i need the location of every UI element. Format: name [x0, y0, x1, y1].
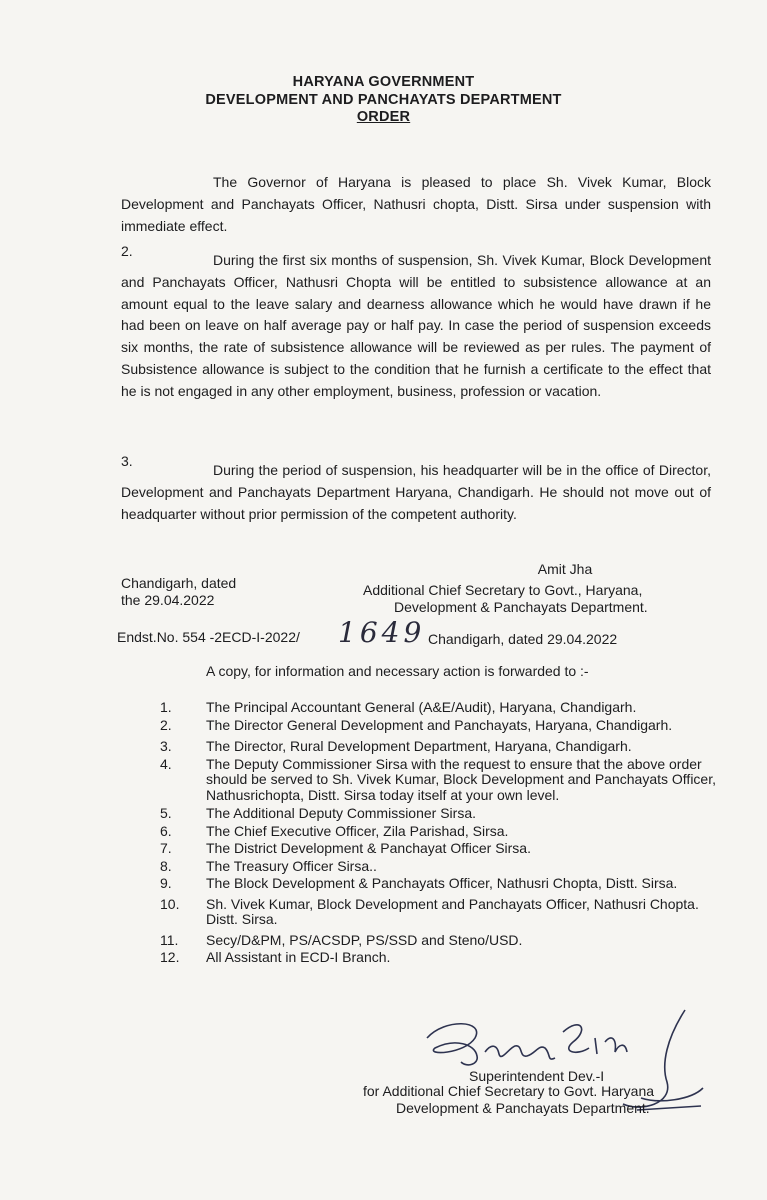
- list-item-number: 2.: [160, 716, 172, 733]
- list-item: [160, 841, 720, 857]
- signatory-name: Amit Jha: [537, 561, 593, 577]
- list-item: [160, 950, 720, 966]
- paragraph-1: The Governor of Haryana is pleased to place Sh. Vivek Kumar, Block Development and Panchayats Officer, Nathusri chopta, Distt. Sirsa under suspension with immediate effect.: [121, 174, 711, 234]
- list-item-number: 8.: [160, 857, 172, 874]
- forwarded-intro: A copy, for information and necessary action is forwarded to :-: [206, 663, 589, 679]
- list-item-text: The District Development & Panchayat Officer Sirsa.: [206, 840, 531, 856]
- list-item-number: 1.: [160, 699, 172, 715]
- list-item-text: The Chief Executive Officer, Zila Parishad, Sirsa.: [206, 822, 509, 839]
- list-item: [160, 718, 720, 734]
- list-item-number: 10.: [160, 895, 180, 912]
- list-item-number: 5.: [160, 805, 172, 821]
- list-item-number: 9.: [160, 875, 172, 891]
- list-item-text: The Block Development & Panchayats Officer, Nathusri Chopta, Distt. Sirsa.: [206, 875, 678, 891]
- list-item-number: 6.: [160, 822, 172, 839]
- list-item-text: All Assistant in ECD-I Branch.: [206, 949, 391, 965]
- list-item: [160, 757, 720, 804]
- list-item-number: 12.: [160, 949, 180, 965]
- endorsement-place-date: Chandigarh, dated 29.04.2022: [428, 631, 618, 647]
- list-item-text: The Additional Deputy Commissioner Sirsa.: [206, 805, 477, 821]
- endorsement-number: Endst.No. 554 -2ECD-I-2022/: [117, 629, 300, 645]
- place-dated: Chandigarh, dated: [121, 575, 237, 591]
- handwritten-number: 1649: [338, 616, 426, 649]
- list-item: [160, 933, 720, 949]
- footer-department: Development & Panchayats Department.: [396, 1100, 650, 1116]
- paragraph-3: During the period of suspension, his headquarter will be in the office of Director, Development and Panchayats Department Haryana, Chandigarh. He should not move out of headquarter without prior permission of the competent authority.: [121, 462, 711, 522]
- paragraph-2: During the first six months of suspension, Sh. Vivek Kumar, Block Development and Panchayats Officer, Nathusri Chopta will be entitled to subsistence allowance at an amount equal to the leave salary and dearness allowance which he would have drawn if he had been on leave on half average pay or half pay. In case the period of suspension exceeds six months, the rate of subsistence allowance will be reviewed as per rules. The payment of Subsistence allowance is subject to the condition that he furnish a certificate to the effect that he is not engaged in any other employment, business, profession or vacation.: [121, 252, 711, 399]
- list-item-number: 4.: [160, 755, 172, 772]
- list-item-number: 11.: [160, 931, 179, 948]
- header-department: DEVELOPMENT AND PANCHAYATS DEPARTMENT: [205, 92, 562, 108]
- signatory-department: Development & Panchayats Department.: [394, 599, 648, 615]
- list-item: [160, 876, 720, 892]
- list-item-text: The Director General Development and Panchayats, Haryana, Chandigarh.: [206, 716, 673, 733]
- list-item: [160, 700, 720, 716]
- list-item: [160, 859, 720, 875]
- list-item: [160, 897, 720, 928]
- list-item-text: Sh. Vivek Kumar, Block Development and Panchayats Officer, Nathusri Chopta. Distt. Sirsa.: [206, 895, 699, 927]
- list-item-text: The Deputy Commissioner Sirsa with the request to ensure that the above order should be served to Sh. Vivek Kumar, Block Development and Panchayats Officer, Nathusrichopta, Distt. Sirsa today itself at your own level.: [206, 755, 716, 803]
- paragraph-2-number: 2.: [121, 243, 133, 259]
- list-item-text: Secy/D&PM, PS/ACSDP, PS/SSD and Steno/USD.: [206, 931, 523, 948]
- list-item: [160, 824, 720, 840]
- header-order: ORDER: [356, 109, 411, 125]
- list-item-number: 3.: [160, 738, 172, 754]
- place-date: the 29.04.2022: [121, 592, 215, 608]
- list-item-text: The Treasury Officer Sirsa..: [206, 857, 377, 874]
- list-item-number: 7.: [160, 840, 172, 856]
- recipient-list: [160, 700, 720, 966]
- list-item: [160, 739, 720, 755]
- header-government: HARYANA GOVERNMENT: [292, 74, 475, 90]
- paragraph-3-number: 3.: [121, 453, 133, 469]
- list-item: [160, 806, 720, 822]
- list-item-text: The Director, Rural Development Department, Haryana, Chandigarh.: [206, 738, 632, 754]
- footer-designation: Superintendent Dev.-I: [469, 1068, 605, 1084]
- footer-for-line: for Additional Chief Secretary to Govt. Haryana: [363, 1083, 655, 1099]
- list-item-text: The Principal Accountant General (A&E/Audit), Haryana, Chandigarh.: [206, 699, 637, 715]
- signatory-title: Additional Chief Secretary to Govt., Haryana,: [363, 582, 643, 598]
